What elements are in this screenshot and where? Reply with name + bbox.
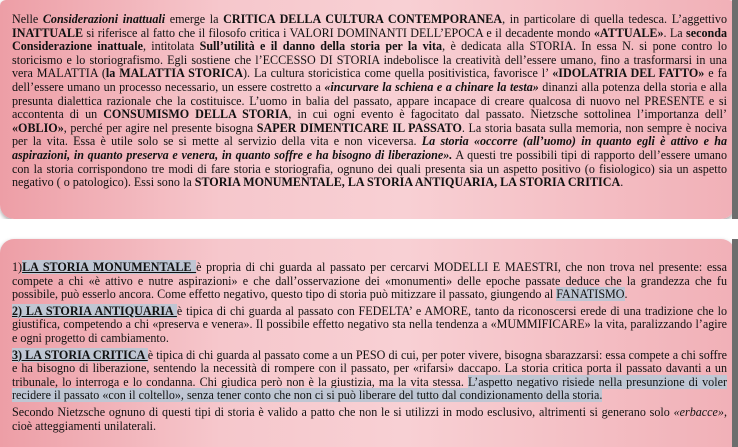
text-run: Secondo Nietzsche ognuno di questi tipi di storia è valido a patto che non le si utilizzi in modo esclusivo, altrimenti si generano solo bbox=[12, 404, 674, 419]
text-run: Nelle bbox=[12, 12, 43, 26]
text-card-intro bbox=[0, 0, 735, 219]
text-run: CRITICA DELLA CULTURA CONTEMPORANEA bbox=[223, 12, 503, 26]
text-run: . La bbox=[663, 25, 686, 40]
paragraph-conclusion bbox=[12, 406, 727, 433]
text-run: la MALATTIA STORICA bbox=[105, 66, 243, 81]
text-run: è tipica di chi guarda al passato come a un PESO di cui, per poter vivere, bisogna sbarazzarsi: essa compete a chi soffre e ha bisogno di liberazione, sentendo la necessità di rompere con il passato, per «rifarsi» daccapo. La storia critica porta il passato davanti a un tribunale, lo interroga e lo condanna. Chi giudica però non è la giustizia, ma la vita stessa. bbox=[12, 347, 727, 389]
text-run: SAPER DIMENTICARE IL PASSATO bbox=[256, 120, 462, 135]
text-run: è propria di chi guarda al passato per cercarvi MODELLI E MAESTRI, che non trova nel presente: essa compete a chi «è attivo e nutre aspirazioni» e che dall’osservazione dei «monumenti» delle epoche passate deduce che la grandezza che fu possibile, può esserlo ancora. Come effetto negativo, questo tipo di storia può mitizzare il passato, giungendo al bbox=[12, 260, 727, 302]
text-run: seconda Considerazione inattuale bbox=[12, 25, 727, 54]
text-run: FANATISMO bbox=[556, 287, 625, 302]
text-run: Sull’utilità e il danno della storia per la vita bbox=[199, 39, 443, 54]
text-card-history-types bbox=[0, 239, 735, 447]
text-run: «OBLIO» bbox=[12, 120, 64, 135]
text-run: «incurvare la schiena e a chinare la testa» bbox=[324, 79, 539, 94]
text-run: . bbox=[620, 175, 624, 190]
text-run: è tipica di chi guarda al passato con FEDELTA’ e AMORE, tanto da riconoscersi erede di una tradizione che lo giustifica, competendo a chi «preserva e venera». Il possibile effetto negativo sta nella tendenza a «MUMMIFICARE» la vita, paralizzando l’agire e ogni progetto di cambiamento. bbox=[12, 303, 727, 345]
text-run: LA STORIA MONUMENTALE bbox=[22, 260, 197, 274]
text-run: si riferisce al fatto che il filosofo critica i VALORI DOMINANTI DELL’EPOCA e il decadente mondo bbox=[83, 25, 594, 40]
text-run: «erbacce» bbox=[673, 404, 724, 419]
card-shadow-edge bbox=[732, 0, 738, 219]
text-run: , è dedicata alla STORIA. In essa N. si pone contro lo storicismo e lo storiografismo. Egli sostiene che l’ECCESSO DI STORIA indebolisce la creatività dell’essere umano, fino a trasformarsi in una vera MALATTIA ( bbox=[12, 39, 727, 81]
text-run: emerge la bbox=[165, 12, 224, 26]
text-run: L’aspetto negativo risiede nella presunzione di voler recidere il passato «con il coltello», senza tener conto che non ci si può liberare del tutto dal condizionamento della storia. bbox=[12, 374, 727, 403]
text-run: , cioè atteggiamenti unilaterali. bbox=[12, 404, 727, 433]
text-run: A questi tre possibili tipi di rapporto dell’essere umano con la storia corrispondono tre modi di fare storia e storiografia, ognuno dei quali presenta sia un aspetto positivo (o fisiologico) sia un aspetto negativo ( o patologico). Essi sono la bbox=[12, 147, 727, 190]
text-run: La storia «occorre (all’uomo) in quanto egli è attivo e ha aspirazioni, in quanto preserva e venera, in quanto soffre e ha bisogno di liberazione». bbox=[12, 134, 727, 162]
paragraph-antiquarian bbox=[12, 305, 727, 346]
text-run: , in particolare di quella tedesca. L’aggettivo bbox=[502, 12, 727, 26]
text-run: ). La cultura storicistica come quella positivistica, favorisce l’ bbox=[242, 66, 553, 81]
text-run: e fa dell’essere umano un processo necessario, un essere costretto a bbox=[12, 66, 727, 94]
text-run: , perché per agire nel presente bisogna bbox=[63, 120, 257, 135]
text-run: . La storia basata sulla memoria, non sempre è nociva per la vita. Essa è utile solo se si mette al servizio della vita e non viceversa. bbox=[12, 120, 727, 149]
text-run: 3) LA STORIA CRITICA bbox=[12, 347, 148, 362]
text-run: «ATTUALE» bbox=[593, 25, 664, 40]
text-run: STORIA MONUMENTALE, LA STORIA ANTIQUARIA, LA STORIA CRITICA bbox=[194, 175, 621, 190]
text-run: . bbox=[624, 287, 628, 302]
text-run: INATTUALE bbox=[12, 25, 84, 40]
paragraph-critical bbox=[12, 349, 727, 403]
text-run: «IDOLATRIA DEL FATTO» bbox=[552, 66, 705, 81]
text-run: Considerazioni inattuali bbox=[42, 12, 166, 26]
text-run: 2) LA STORIA ANTIQUARIA bbox=[12, 303, 177, 318]
paragraph-monumental bbox=[12, 261, 727, 302]
text-run: 1) bbox=[12, 260, 23, 274]
text-run: , intitolata bbox=[142, 39, 200, 54]
separator-band bbox=[0, 219, 738, 239]
card-shadow-edge bbox=[732, 239, 738, 447]
text-run: CONSUMISMO DELLA STORIA bbox=[103, 107, 289, 122]
text-run: dinanzi alla potenza della storia e alla presunta dialettica razionale che la costituisce. L’uomo in balia del passato, appare incapace di creare qualcosa di nuovo nel PRESENTE e si accontenta di un bbox=[12, 79, 728, 122]
text-run: , in cui ogni evento è fagocitato dal passato. Nietzsche sottolinea l’importanza dell’ bbox=[288, 107, 727, 122]
intro-paragraph bbox=[12, 13, 727, 190]
